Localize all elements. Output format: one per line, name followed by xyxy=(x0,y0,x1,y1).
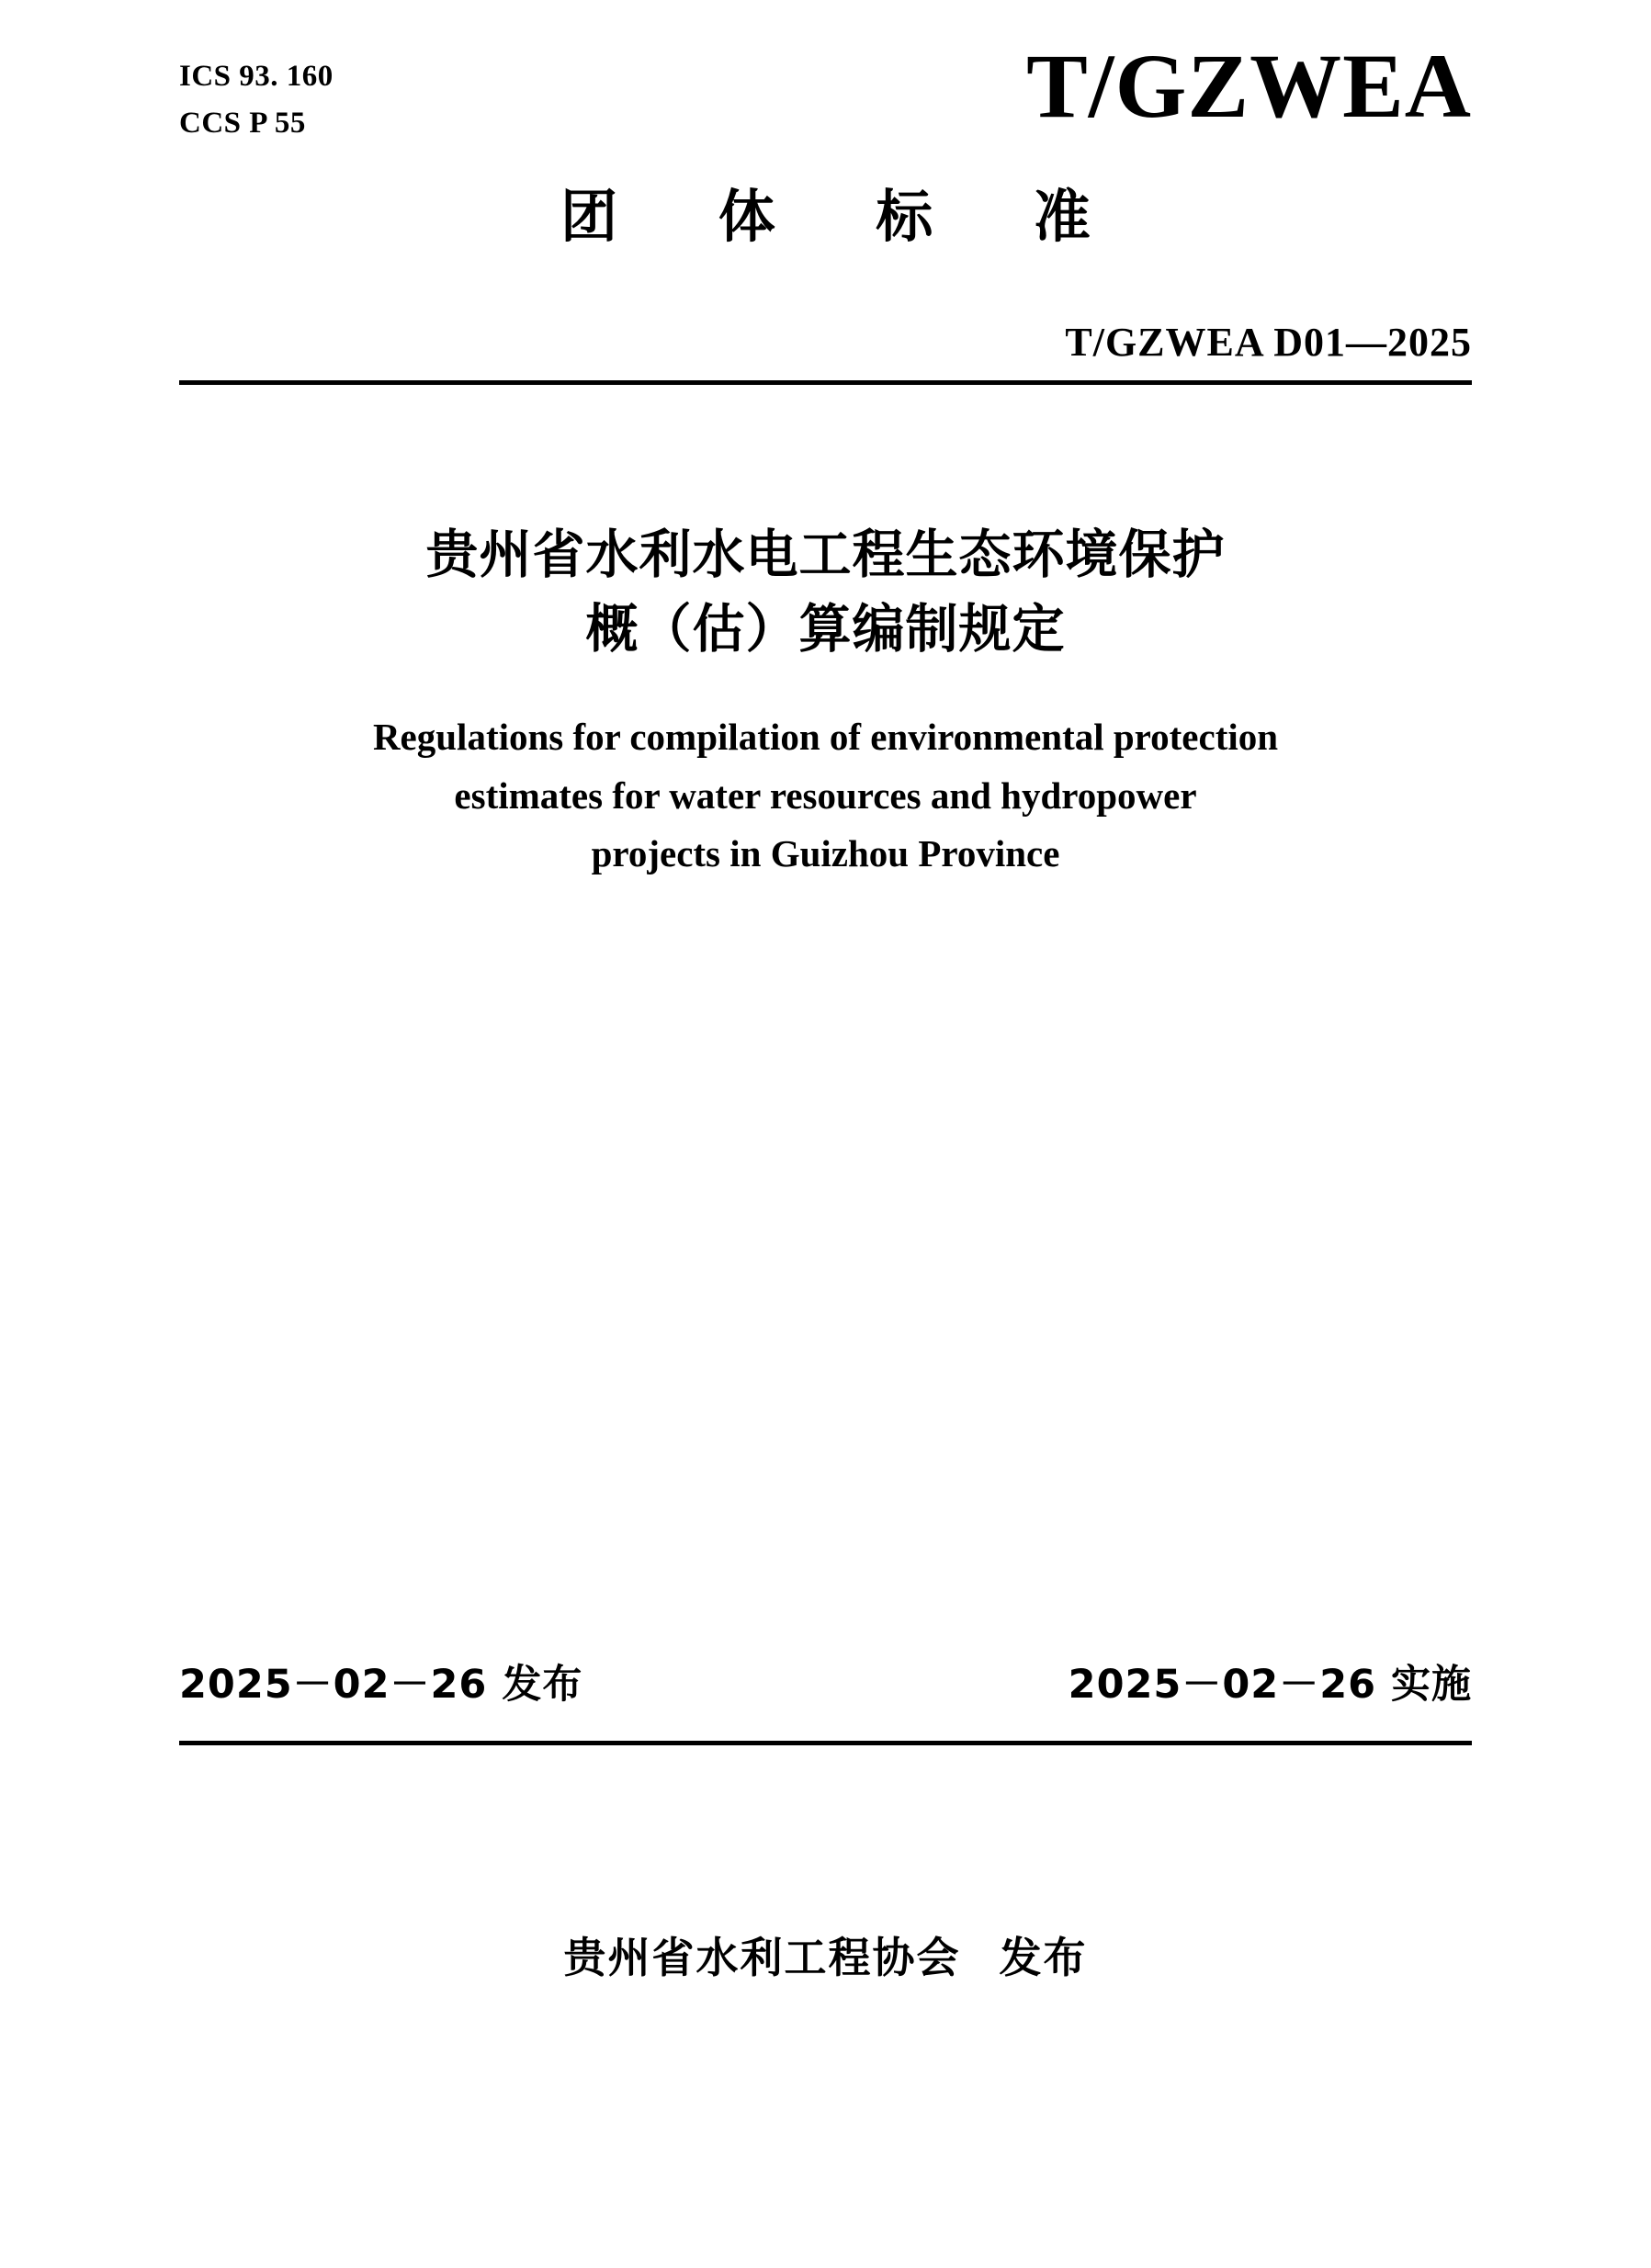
title-english-line-2: estimates for water resources and hydropower xyxy=(454,773,1197,817)
standard-number: T/GZWEA D01—2025 xyxy=(1065,320,1472,366)
dates-row xyxy=(179,1653,1472,1709)
title-english-line-1: Regulations for compilation of environmental protection xyxy=(372,716,1279,759)
standard-type-label: 团 体 标 准 xyxy=(560,183,1131,251)
issue-date: 2025－02－26 发布 xyxy=(179,1662,583,1708)
header-divider xyxy=(179,380,1472,385)
footer-divider xyxy=(179,1741,1472,1745)
cover-header xyxy=(179,0,1472,147)
classification-codes xyxy=(179,53,334,147)
title-chinese-line-2: 概（估）算编制规定 xyxy=(585,599,1066,660)
title-english xyxy=(179,708,1472,884)
ics-code: ICS 93. 160 xyxy=(179,60,334,93)
title-chinese-line-1: 贵州省水利水电工程生态环境保护 xyxy=(425,525,1226,586)
title-chinese xyxy=(179,518,1472,667)
publisher-action: 发布 xyxy=(999,1933,1088,1982)
publisher-name: 贵州省水利工程协会 xyxy=(563,1933,961,1982)
standard-mark: T/GZWEA xyxy=(1026,35,1472,137)
publisher-line xyxy=(179,1924,1472,1985)
effective-date: 2025－02－26 实施 xyxy=(1068,1662,1472,1708)
ccs-code: CCS P 55 xyxy=(179,107,306,141)
title-english-line-3: projects in Guizhou Province xyxy=(591,832,1060,875)
